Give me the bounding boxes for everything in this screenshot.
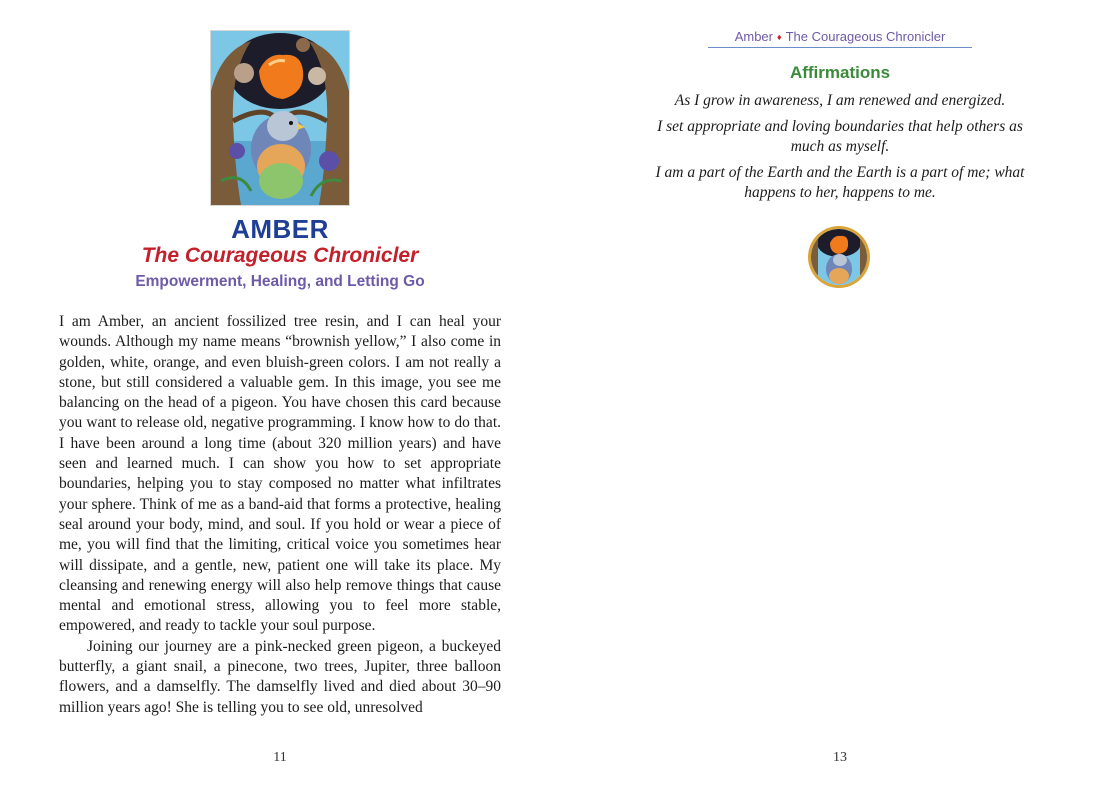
running-head [708,29,972,48]
page-number-right: 13 [833,750,847,765]
card-description [59,312,501,718]
affirmations-heading: Affirmations [789,63,891,82]
affirmation-item: As I grow in awareness, I am renewed and energized. [674,92,1006,109]
running-head-card-name: Amber [734,29,773,44]
running-head-card-subtitle: The Courageous Chronicler [785,29,946,44]
description-paragraph: Joining our journey are a pink-necked green pigeon, a buckeyed butterfly, a giant snail, a pinecone, two trees, Jupiter, three balloon flowers, and a damselfly. The damselfly lived and died about 30–90 million years ago! She is telling you to see old, unresolved [59,637,501,716]
affirmations-list [655,91,1025,209]
description-paragraph: I am Amber, an ancient fossilized tree resin, and I can heal your wounds. Although my name means “brownish yellow,” I also come in golden, white, orange, and even bluish-green colors. I am not really a stone, but still considered a valuable gem. In this image, you see me balancing on the head of a pigeon. You have chosen this card because you want to release old, negative programming. I know how to do that. I have been around a long time (about 320 million years) and have seen and learned much. I can show you how to set appropriate boundaries, helping you to stay composed no matter what infiltrates your sphere. Think of me as a band-aid that forms a protective, healing seal around your body, mind, and soul. If you hold or wear a piece of me, you will find that the limiting, critical voice you sometimes hear will dissipate, and a gentle, new, patient one will take its place. My cleansing and renewing energy will also help remove things that cause mental and emotional stress, allowing you to feel more stable, empowered, and ready to tackle your soul purpose. [59,313,501,635]
amber-medallion-image [811,229,867,285]
diamond-separator-icon: ♦ [777,32,782,42]
amber-card-illustration [211,31,349,205]
page-number-left: 11 [273,750,287,765]
affirmation-item: I set appropriate and loving boundaries that help others as much as myself. [657,118,1023,155]
card-keywords: Empowerment, Healing, and Letting Go [135,273,425,290]
affirmation-item: I am a part of the Earth and the Earth is a part of me; what happens to her, happens to me. [655,164,1025,201]
right-page [560,0,1120,800]
card-subtitle: The Courageous Chronicler [141,244,419,267]
card-title: AMBER [231,214,329,244]
